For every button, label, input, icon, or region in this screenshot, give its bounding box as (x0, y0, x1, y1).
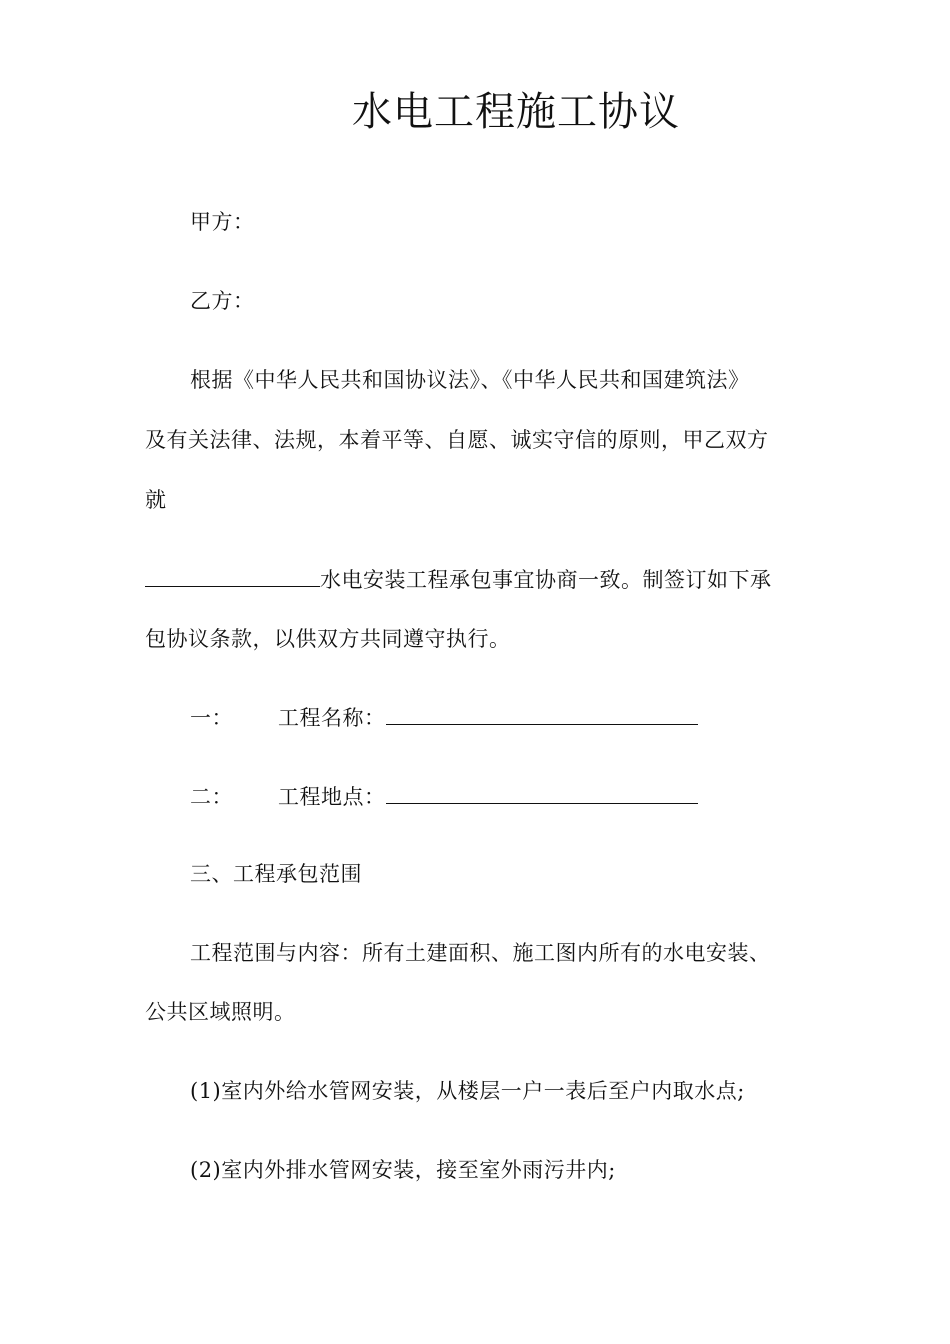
intro-line-4-text: 水电安装工程承包事宜协商一致。制签订如下承 (320, 568, 772, 592)
intro-line-1: 根据《中华人民共和国协议法》、《中华人民共和国建筑法》 (190, 368, 750, 392)
item-2-number: 二： (190, 785, 233, 809)
intro-line-4 (145, 566, 772, 594)
intro-line-3: 就 (145, 488, 167, 512)
list-item: (1)室内外给水管网安装，从楼层一户一表后至户内取水点; (190, 1079, 745, 1103)
item-1-number: 一： (190, 706, 233, 730)
party-b-label: 乙方： (190, 289, 255, 313)
intro-line-5: 包协议条款，以供双方共同遵守执行。 (145, 627, 511, 651)
project-name-field (386, 704, 698, 725)
item-project-location (190, 783, 698, 811)
party-a-label: 甲方： (190, 210, 255, 234)
intro-line-2: 及有关法律、法规，本着平等、自愿、诚实守信的原则，甲乙双方 (145, 428, 769, 452)
item-project-name (190, 704, 698, 732)
item-1-label: 工程名称： (278, 706, 386, 730)
section-3-heading: 三、工程承包范围 (190, 862, 362, 886)
project-location-field (386, 783, 698, 804)
list-item: (2)室内外排水管网安装，接至室外雨污井内; (190, 1158, 616, 1182)
scope-line-2: 公共区域照明。 (145, 1000, 296, 1024)
scope-line-1: 工程范围与内容：所有土建面积、施工图内所有的水电安装、 (190, 941, 771, 965)
document-title: 水电工程施工协议 (352, 89, 680, 135)
item-2-label: 工程地点： (278, 785, 386, 809)
project-name-blank (145, 566, 320, 587)
